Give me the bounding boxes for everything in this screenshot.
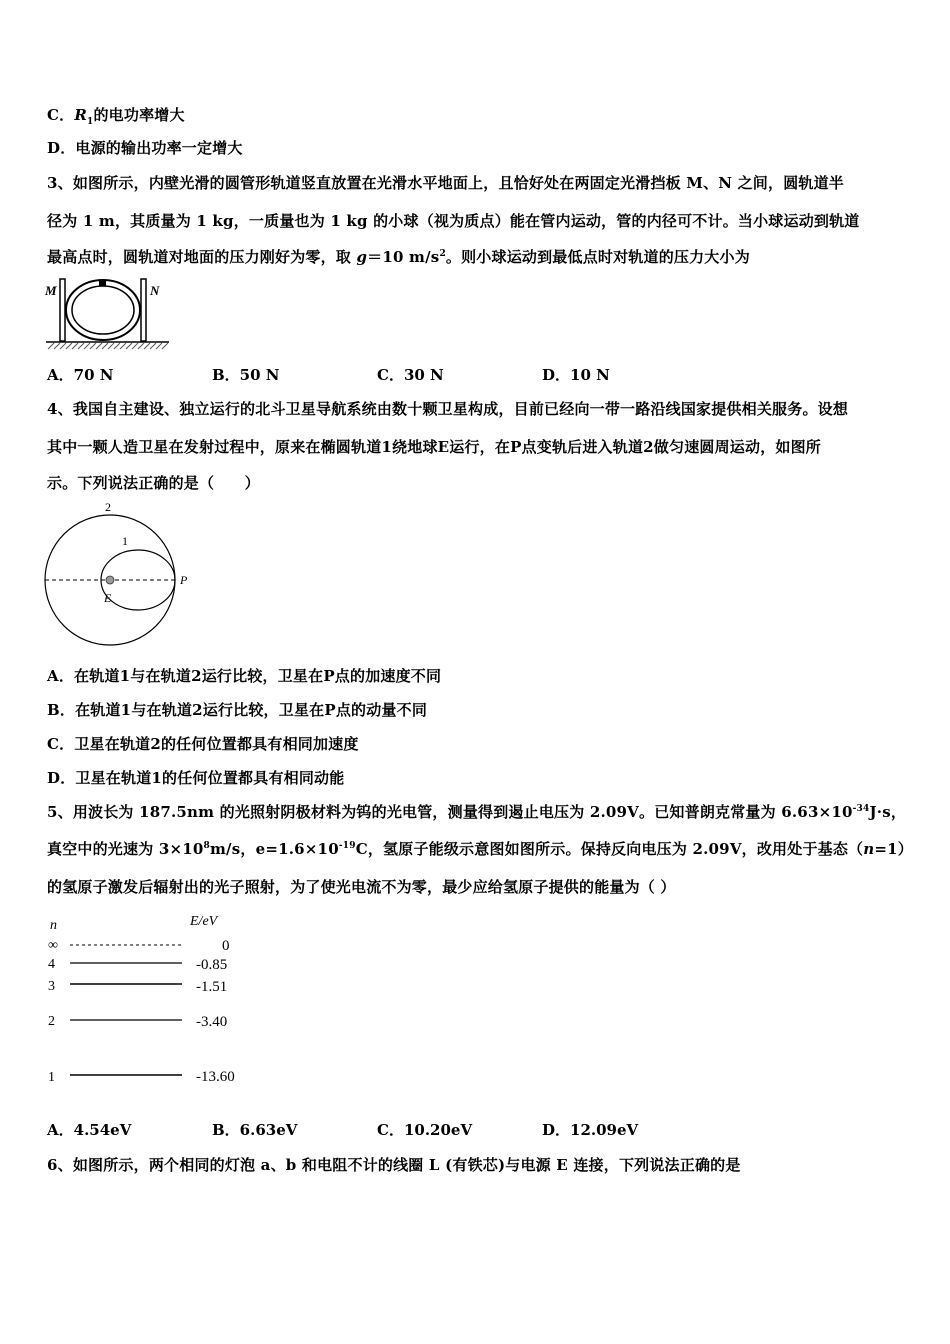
q5-option-a: A．4.54eV (47, 1121, 132, 1139)
q3-figure (44, 276, 174, 352)
wall-m (60, 279, 65, 341)
level-2-e: -3.40 (196, 1014, 228, 1030)
q4-option-a: A．在轨道1与在轨道2运行比较，卫星在P点的加速度不同 (47, 667, 442, 685)
q4-option-c: C．卫星在轨道2的任何位置都具有相同加速度 (47, 735, 359, 753)
q5-line-3: 的氢原子激发后辐射出的光子照射，为了使光电流不为零，最少应给氢原子提供的能量为（ ） (47, 878, 676, 896)
label-orbit-1: 1 (122, 534, 128, 548)
q4-option-d: D．卫星在轨道1的任何位置都具有相同动能 (47, 769, 345, 787)
level-inf-n: ∞ (48, 938, 58, 953)
level-1-e: -13.60 (196, 1069, 235, 1085)
level-inf-e: 0 (222, 938, 230, 954)
q5-line-1: 5、用波长为 187.5nm 的光照射阴极材料为钨的光电管，测量得到遏止电压为 2.09V。已知普朗克常量为 $6.63\times 10^{-34}J\cdot s$， (47, 803, 907, 821)
label-point-p: P (180, 573, 188, 587)
level-1-n: 1 (48, 1070, 55, 1085)
earth-dot (106, 576, 114, 584)
header-n: n (50, 918, 57, 933)
tube-inner (72, 286, 134, 334)
ground-hatch (48, 343, 168, 349)
label-orbit-2: 2 (105, 500, 111, 514)
label-m: M (45, 283, 57, 298)
energy-level-diagram (40, 905, 270, 1085)
level-3-e: -1.51 (196, 979, 228, 995)
option-d-prev: D．电源的输出功率一定增大 (47, 139, 243, 157)
ball (99, 280, 106, 286)
q3-line-2: 径为 1 m，其质量为 1 kg，一质量也为 1 kg 的小球（视为质点）能在管内运动，管的内径可不计。当小球运动到轨道 (47, 212, 860, 230)
q3-line-3: 最高点时，圆轨道对地面的压力刚好为零，取 g＝10 $m/s^2$。则小球运动到最低点时对轨道的压力大小为 (47, 248, 750, 266)
q5-line-2: 真空中的光速为 $3\times 10^8m/s$，$e=1.6\times 10^{-19}C$，氢原子能级示意图如图所示。保持反向电压为 2.09V，改用处于基态（n=1） (47, 840, 913, 858)
tube-outer (66, 280, 140, 340)
option-c-prev: C．$R_1$的电功率增大 (47, 106, 185, 127)
level-4-n: 4 (48, 957, 55, 972)
q3-option-b: B．50 N (212, 366, 280, 384)
level-2-n: 2 (48, 1014, 55, 1029)
q3-option-a: A．70 N (47, 366, 114, 384)
q5-option-b: B．6.63eV (212, 1121, 298, 1139)
q5-option-c: C．10.20eV (377, 1121, 473, 1139)
q3-option-d: D．10 N (542, 366, 610, 384)
q4-line-1: 4、我国自主建设、独立运行的北斗卫星导航系统由数十颗卫星构成，目前已经向一带一路沿线国家提供相关服务。设想 (47, 400, 849, 418)
q6-line-1: 6、如图所示，两个相同的灯泡 a、b 和电阻不计的线圈 L (有铁芯)与电源 E 连接，下列说法正确的是 (47, 1156, 741, 1174)
header-e: E/eV (190, 914, 218, 929)
q4-option-b: B．在轨道1与在轨道2运行比较，卫星在P点的动量不同 (47, 701, 428, 719)
label-earth: E (104, 591, 112, 605)
q3-option-c: C．30 N (377, 366, 444, 384)
q5-option-d: D．12.09eV (542, 1121, 639, 1139)
q4-line-2: 其中一颗人造卫星在发射过程中，原来在椭圆轨道1绕地球E运行，在P点变轨后进入轨道2做匀速圆周运动，如图所 (47, 438, 821, 456)
wall-n (141, 279, 146, 341)
level-4-e: -0.85 (196, 957, 228, 973)
q4-line-3: 示。下列说法正确的是（ ） (47, 474, 260, 492)
label-n: N (150, 283, 160, 298)
q4-figure (40, 498, 200, 650)
level-3-n: 3 (48, 979, 55, 994)
q3-line-1: 3、如图所示，内壁光滑的圆管形轨道竖直放置在光滑水平地面上，且恰好处在两固定光滑挡板 M、N 之间，圆轨道半 (47, 174, 845, 192)
